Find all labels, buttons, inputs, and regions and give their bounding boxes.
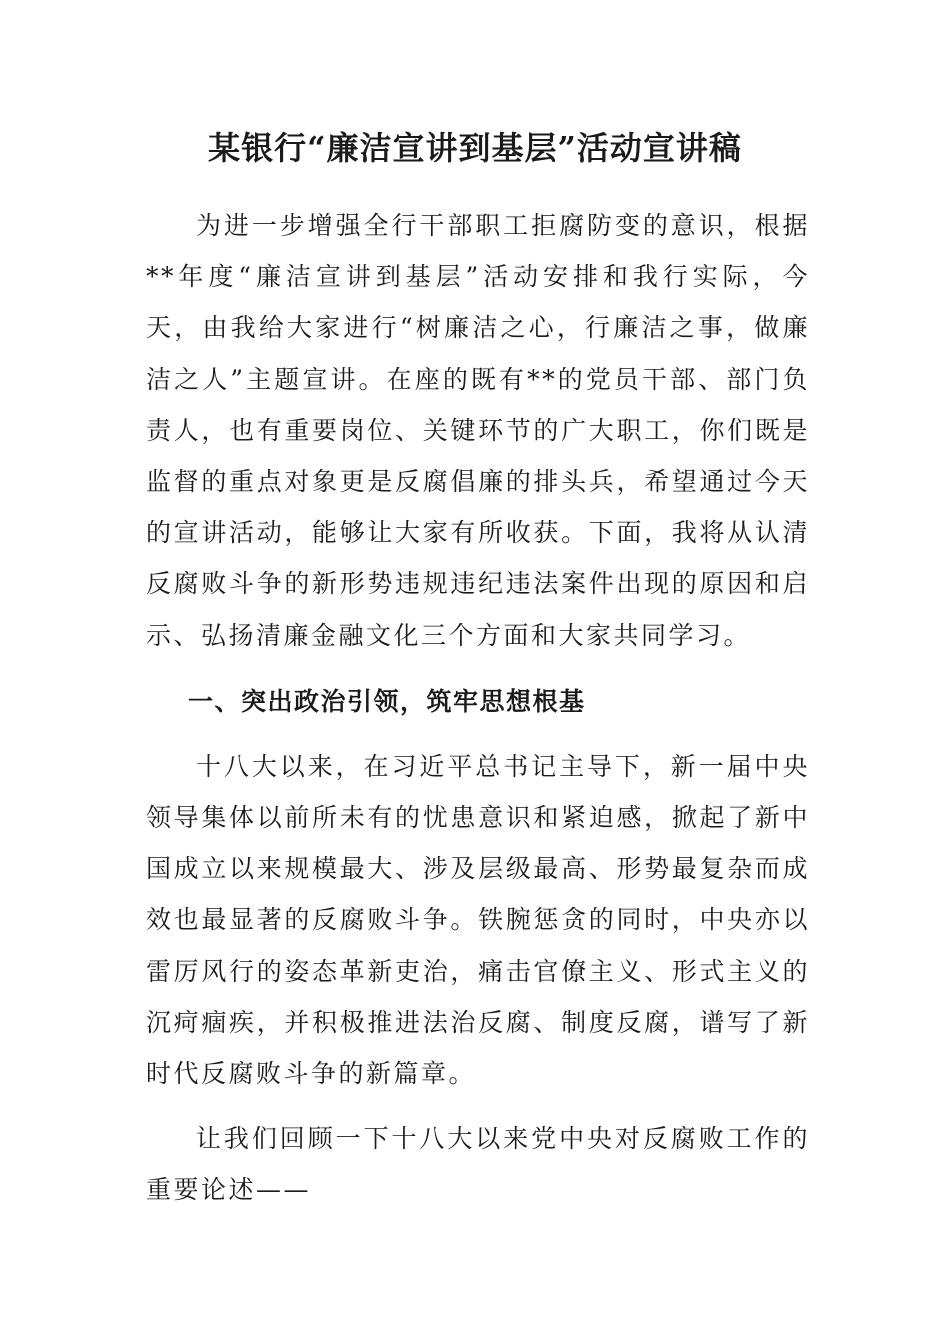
paragraph-spacer — [146, 1099, 810, 1113]
intro-paragraph: 为进一步增强全行干部职工拒腐防变的意识，根据**年度“廉洁宣讲到基层”活动安排和我行实际，今天，由我给大家进行“树廉洁之心，行廉洁之事，做廉洁之人”主题宣讲。在座的既有**的党员干部、部门负责人，也有重要岗位、关键环节的广大职工，你们既是监督的重点对象更是反腐倡廉的排头兵，希望通过今天的宣讲活动，能够让大家有所收获。下面，我将从认清反腐败斗争的新形势违规违纪违法案件出现的原因和启示、弘扬清廉金融文化三个方面和大家共同学习。 — [146, 211, 810, 650]
section-paragraph: 十八大以来，在习近平总书记主导下，新一届中央领导集体以前所未有的忧患意识和紧迫感，掀起了新中国成立以来规模最大、涉及层级最高、形势最复杂而成效也最显著的反腐败斗争。铁腕惩贪的同时，中央亦以雷厉风行的姿态革新吏治，痛击官僚主义、形式主义的沉疴痼疾，并积极推进法治反腐、制度反腐，谱写了新时代反腐败斗争的新篇章。 — [146, 751, 810, 1089]
section-paragraph: 让我们回顾一下十八大以来党中央对反腐败工作的重要论述—— — [146, 1124, 810, 1205]
section-heading: 一、突出政治引领，筑牢思想根基 — [188, 686, 586, 716]
document-title: 某银行“廉洁宣讲到基层”活动宣讲稿 — [208, 129, 742, 167]
document-body — [146, 200, 810, 1216]
